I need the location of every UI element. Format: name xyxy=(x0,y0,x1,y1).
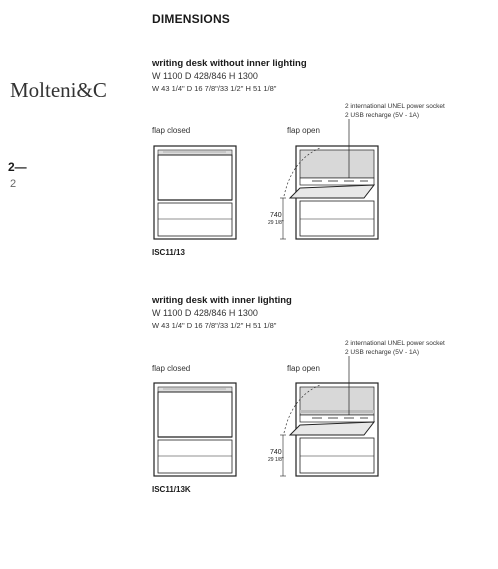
page-sub-number: 2 xyxy=(10,178,17,190)
brand-logo: Molteni&C xyxy=(10,78,107,102)
note-line-2: 2 USB recharge (5V - 1A) xyxy=(345,112,420,119)
section-2-height-imperial: 29 1/8" xyxy=(268,457,284,463)
section-1-height-imperial: 29 1/8" xyxy=(268,220,284,226)
note-line-1: 2 international UNEL power socket xyxy=(345,103,445,110)
section-1-title: writing desk without inner lighting xyxy=(152,58,307,69)
section-1-height-metric: 740 xyxy=(270,212,282,219)
section-1-dims-metric: W 1100 D 428/846 H 1300 xyxy=(152,71,258,81)
open-cabinet-drawing xyxy=(280,356,378,476)
section-2-flap-closed-label: flap closed xyxy=(152,364,191,373)
note-line-1: 2 international UNEL power socket xyxy=(345,340,445,347)
closed-cabinet-drawing xyxy=(154,383,236,476)
section-1-flap-open-label: flap open xyxy=(287,126,320,135)
page-title: DIMENSIONS xyxy=(152,12,231,26)
section-2-height-metric: 740 xyxy=(270,449,282,456)
section-2-dims-imperial: W 43 1/4" D 16 7/8"/33 1/2" H 51 1/8" xyxy=(152,321,277,330)
section-2-product-code: ISC11/13K xyxy=(152,485,191,494)
section-1-dims-imperial: W 43 1/4" D 16 7/8"/33 1/2" H 51 1/8" xyxy=(152,84,277,93)
section-2-dims-metric: W 1100 D 428/846 H 1300 xyxy=(152,308,258,318)
section-1-product-code: ISC11/13 xyxy=(152,248,185,257)
section-2-flap-open-label: flap open xyxy=(287,364,320,373)
section-2-title: writing desk with inner lighting xyxy=(152,295,292,306)
note-line-2: 2 USB recharge (5V - 1A) xyxy=(345,349,420,356)
section-1-flap-closed-label: flap closed xyxy=(152,126,191,135)
page-number: 2— xyxy=(8,160,27,174)
